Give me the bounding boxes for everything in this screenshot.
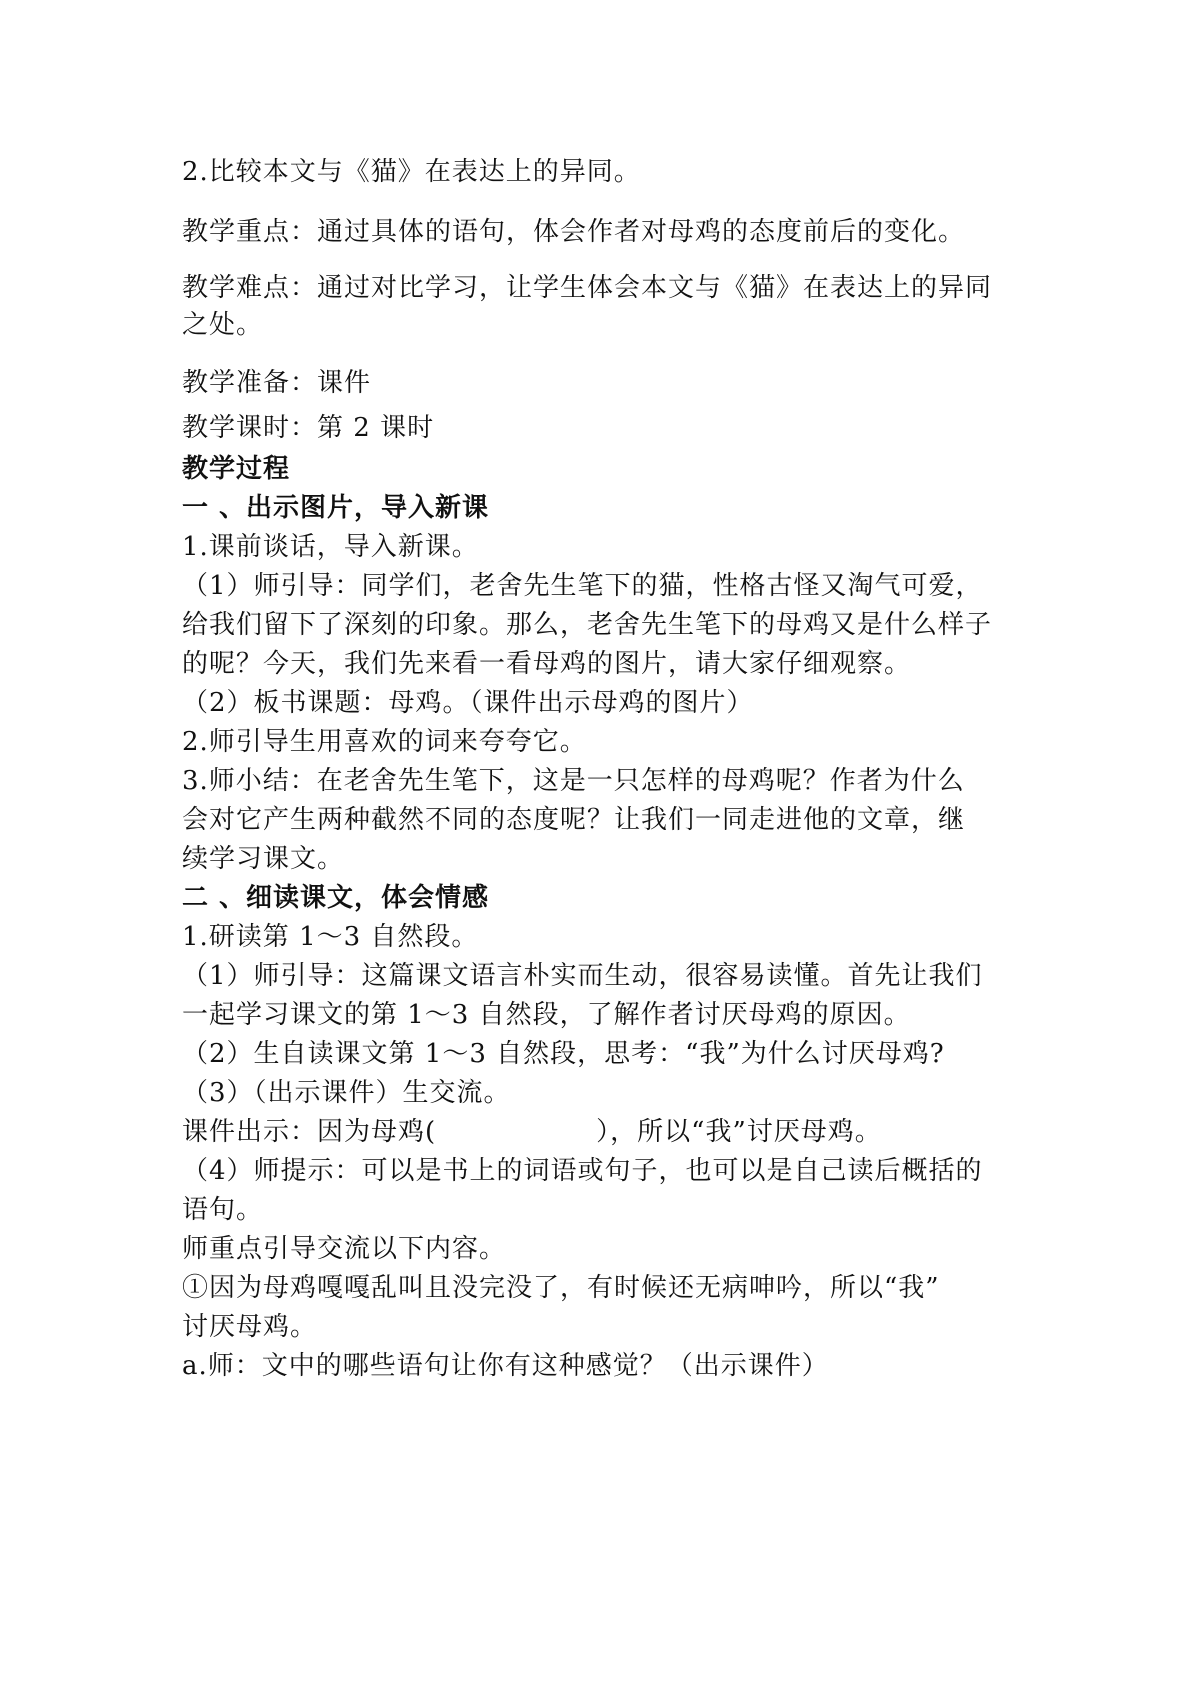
- fill-in-blank-line: [182, 1112, 882, 1152]
- paragraph-line: 1.课前谈话，导入新课。: [182, 532, 479, 562]
- paragraph-line: ①因为母鸡嘎嘎乱叫且没完没了，有时候还无病呻吟，所以“我”: [182, 1273, 940, 1303]
- paragraph-line: 的呢？今天，我们先来看一看母鸡的图片，请大家仔细观察。: [182, 649, 912, 679]
- paragraph-line: （4）师提示：可以是书上的词语或句子，也可以是自己读后概括的: [182, 1156, 983, 1186]
- paragraph-line: 会对它产生两种截然不同的态度呢？让我们一同走进他的文章，继: [182, 805, 966, 835]
- paragraph-line: （3）（出示课件）生交流。: [182, 1078, 511, 1108]
- paragraph-line: （1）师引导：同学们，老舍先生笔下的猫，性格古怪又淘气可爱，: [182, 571, 983, 601]
- paragraph-line: 一起学习课文的第 1～3 自然段，了解作者讨厌母鸡的原因。: [182, 1000, 911, 1030]
- paragraph-line: 3.师小结：在老舍先生笔下，这是一只怎样的母鸡呢？作者为什么: [182, 766, 965, 796]
- teaching-difficulty-cont: 之处。: [182, 310, 264, 340]
- teaching-hours: 教学课时：第 2 课时: [182, 413, 435, 443]
- paragraph-line: （1）师引导：这篇课文语言朴实而生动，很容易读懂。首先让我们: [182, 961, 983, 991]
- paragraph-line: a.师：文中的哪些语句让你有这种感觉？（出示课件）: [182, 1351, 829, 1381]
- paragraph-line: 1.研读第 1～3 自然段。: [182, 922, 479, 952]
- teaching-focus: 教学重点：通过具体的语句，体会作者对母鸡的态度前后的变化。: [182, 217, 966, 247]
- paragraph-line: （2）板书课题：母鸡。（课件出示母鸡的图片）: [182, 688, 754, 718]
- paragraph-line: 续学习课文。: [182, 844, 345, 874]
- section-heading-1: 一 、出示图片，导入新课: [182, 493, 490, 523]
- fill-in-blank-prefix: 课件出示：因为母鸡(: [182, 1117, 437, 1147]
- section-heading-process: 教学过程: [182, 454, 291, 484]
- paragraph-line: 语句。: [182, 1195, 264, 1225]
- section-heading-2: 二 、细读课文，体会情感: [182, 883, 490, 913]
- teaching-difficulty: 教学难点：通过对比学习，让学生体会本文与《猫》在表达上的异同: [182, 273, 993, 303]
- paragraph-line: 师重点引导交流以下内容。: [182, 1234, 507, 1264]
- paragraph-line: 2.师引导生用喜欢的词来夸夸它。: [182, 727, 587, 757]
- fill-in-blank-suffix: ），所以“我”讨厌母鸡。: [596, 1117, 882, 1147]
- teaching-preparation: 教学准备：课件: [182, 368, 372, 398]
- objective-2: 2.比较本文与《猫》在表达上的异同。: [182, 157, 641, 187]
- paragraph-line: （2）生自读课文第 1～3 自然段，思考：“我”为什么讨厌母鸡?: [182, 1039, 945, 1069]
- paragraph-line: 讨厌母鸡。: [182, 1312, 318, 1342]
- paragraph-line: 给我们留下了深刻的印象。那么，老舍先生笔下的母鸡又是什么样子: [182, 610, 993, 640]
